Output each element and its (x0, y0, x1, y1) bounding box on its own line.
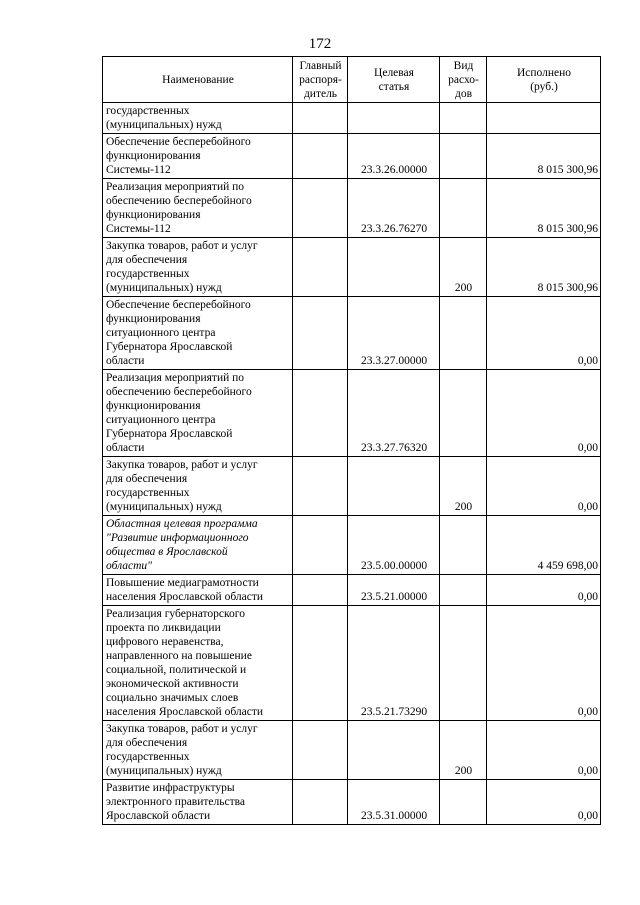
row-name-cell: Повышение медиаграмотности населения Ярославской области (103, 575, 293, 606)
row-main-manager-cell (293, 457, 348, 516)
row-target-article-cell: 23.5.21.00000 (348, 575, 440, 606)
row-main-manager-cell (293, 134, 348, 179)
row-main-manager-cell (293, 238, 348, 297)
row-main-manager-cell (293, 103, 348, 134)
row-executed-cell: 0,00 (487, 721, 601, 780)
budget-table (102, 56, 601, 825)
row-name-cell: Реализация губернаторского проекта по ликвидации цифрового неравенства, направленного на повышение социальной, политической и экономической активности социально значимых слоев населения Ярославской области (103, 606, 293, 721)
row-name-cell: Обеспечение бесперебойного функционирования ситуационного центра Губернатора Ярославской области (103, 297, 293, 370)
table-row (103, 103, 601, 134)
row-target-article-cell: 23.3.27.76320 (348, 370, 440, 457)
row-target-article-cell (348, 721, 440, 780)
header-executed: Исполнено (руб.) (487, 57, 601, 103)
row-expense-kind-cell (440, 370, 487, 457)
row-target-article-cell: 23.5.21.73290 (348, 606, 440, 721)
row-main-manager-cell (293, 179, 348, 238)
row-executed-cell: 4 459 698,00 (487, 516, 601, 575)
table-row (103, 370, 601, 457)
row-name-cell: Закупка товаров, работ и услуг для обеспечения государственных (муниципальных) нужд (103, 238, 293, 297)
table-row (103, 575, 601, 606)
row-main-manager-cell (293, 516, 348, 575)
row-name-cell: Закупка товаров, работ и услуг для обеспечения государственных (муниципальных) нужд (103, 721, 293, 780)
table-row (103, 780, 601, 825)
row-name-cell: Областная целевая программа "Развитие информационного общества в Ярославской области" (103, 516, 293, 575)
table-header-row (103, 57, 601, 103)
row-expense-kind-cell: 200 (440, 721, 487, 780)
row-name-cell: Закупка товаров, работ и услуг для обеспечения государственных (муниципальных) нужд (103, 457, 293, 516)
row-target-article-cell: 23.5.00.00000 (348, 516, 440, 575)
row-executed-cell: 8 015 300,96 (487, 238, 601, 297)
table-row (103, 606, 601, 721)
header-main-manager: Главный распоря- дитель (293, 57, 348, 103)
row-executed-cell: 8 015 300,96 (487, 179, 601, 238)
row-expense-kind-cell (440, 179, 487, 238)
row-main-manager-cell (293, 606, 348, 721)
row-target-article-cell: 23.5.31.00000 (348, 780, 440, 825)
row-executed-cell: 0,00 (487, 457, 601, 516)
row-target-article-cell: 23.3.26.00000 (348, 134, 440, 179)
row-name-cell: Реализация мероприятий по обеспечению бесперебойного функционирования ситуационного центра Губернатора Ярославской области (103, 370, 293, 457)
row-executed-cell: 0,00 (487, 297, 601, 370)
row-expense-kind-cell (440, 780, 487, 825)
header-name: Наименование (103, 57, 293, 103)
table-body (103, 103, 601, 825)
row-executed-cell: 0,00 (487, 370, 601, 457)
row-target-article-cell: 23.3.27.00000 (348, 297, 440, 370)
table-row (103, 516, 601, 575)
row-executed-cell: 8 015 300,96 (487, 134, 601, 179)
row-executed-cell: 0,00 (487, 606, 601, 721)
row-expense-kind-cell: 200 (440, 238, 487, 297)
row-executed-cell (487, 103, 601, 134)
row-target-article-cell (348, 103, 440, 134)
header-expense-kind: Вид расхо- дов (440, 57, 487, 103)
header-target-article: Целевая статья (348, 57, 440, 103)
row-main-manager-cell (293, 721, 348, 780)
row-executed-cell: 0,00 (487, 575, 601, 606)
row-expense-kind-cell (440, 103, 487, 134)
row-target-article-cell (348, 238, 440, 297)
row-main-manager-cell (293, 297, 348, 370)
row-expense-kind-cell (440, 516, 487, 575)
row-main-manager-cell (293, 575, 348, 606)
row-expense-kind-cell (440, 134, 487, 179)
table-row (103, 134, 601, 179)
row-expense-kind-cell (440, 297, 487, 370)
row-name-cell: Обеспечение бесперебойного функционирования Системы-112 (103, 134, 293, 179)
row-name-cell: государственных (муниципальных) нужд (103, 103, 293, 134)
row-name-cell: Реализация мероприятий по обеспечению бесперебойного функционирования Системы-112 (103, 179, 293, 238)
row-target-article-cell (348, 457, 440, 516)
row-executed-cell: 0,00 (487, 780, 601, 825)
table-row (103, 238, 601, 297)
table-row (103, 721, 601, 780)
row-expense-kind-cell (440, 606, 487, 721)
row-name-cell: Развитие инфраструктуры электронного правительства Ярославской области (103, 780, 293, 825)
page-number: 172 (308, 36, 332, 52)
row-expense-kind-cell (440, 575, 487, 606)
table-row (103, 297, 601, 370)
table-row (103, 457, 601, 516)
table-row (103, 179, 601, 238)
row-main-manager-cell (293, 780, 348, 825)
row-main-manager-cell (293, 370, 348, 457)
row-target-article-cell: 23.3.26.76270 (348, 179, 440, 238)
row-expense-kind-cell: 200 (440, 457, 487, 516)
